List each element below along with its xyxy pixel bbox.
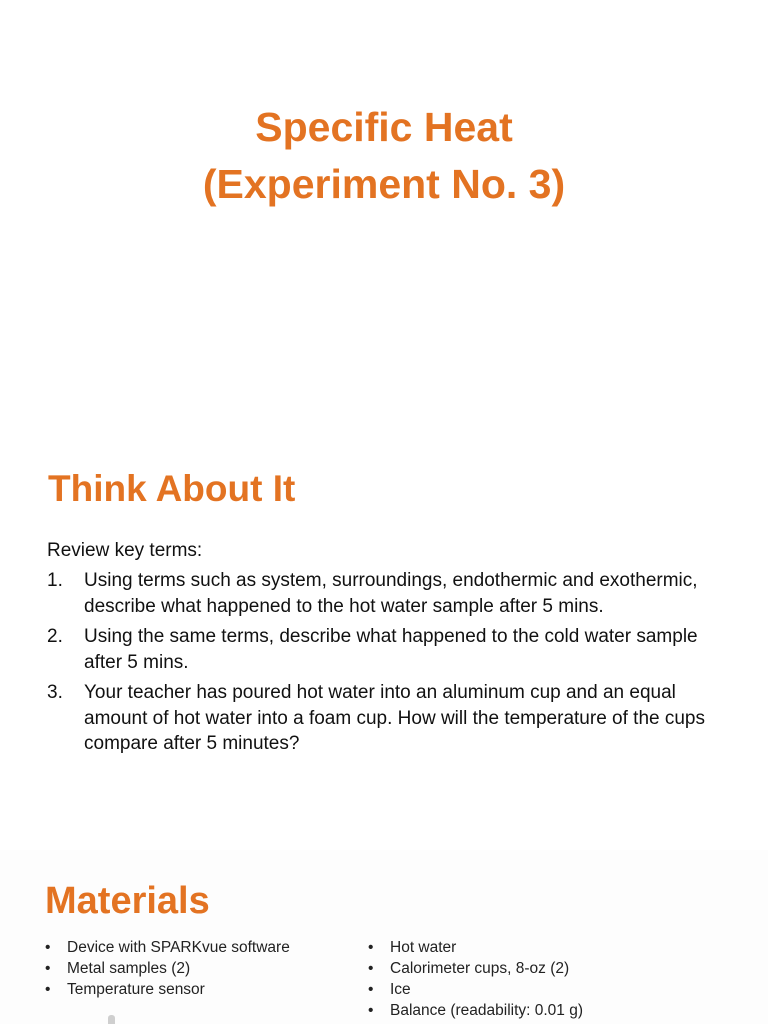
think-heading: Think About It bbox=[48, 468, 296, 509]
material-label: Ice bbox=[390, 981, 411, 998]
bullet-icon: • bbox=[45, 981, 51, 998]
slide-subtitle: (Experiment No. 3) bbox=[202, 161, 566, 207]
material-label: Balance (readability: 0.01 g) bbox=[390, 1002, 584, 1019]
materials-list-right bbox=[368, 937, 583, 1021]
material-item bbox=[368, 937, 583, 958]
material-label: Device with SPARKvue software bbox=[67, 939, 290, 956]
sensor-image-fragment bbox=[108, 1015, 115, 1024]
question-text: Your teacher has poured hot water into an aluminum cup and an equal amount of hot water into a foam cup. How will the temperature of the cups compare after 5 minutes? bbox=[84, 682, 705, 754]
title-slide bbox=[0, 0, 768, 430]
review-label: Review key terms: bbox=[47, 540, 203, 561]
question-number: 1. bbox=[47, 570, 63, 591]
materials-list-left bbox=[45, 937, 290, 1000]
question-item bbox=[47, 568, 727, 619]
material-item bbox=[45, 937, 290, 958]
bullet-icon: • bbox=[45, 960, 51, 977]
materials-slide bbox=[0, 850, 768, 1024]
bullet-icon: • bbox=[368, 981, 374, 998]
question-list bbox=[47, 568, 727, 762]
slide-title: Specific Heat bbox=[255, 104, 513, 150]
material-item bbox=[45, 979, 290, 1000]
question-number: 3. bbox=[47, 682, 63, 703]
question-number: 2. bbox=[47, 626, 63, 647]
think-about-it-slide bbox=[0, 430, 768, 850]
question-item bbox=[47, 680, 727, 757]
question-text: Using terms such as system, surroundings, endothermic and exothermic, describe what happened to the hot water sample after 5 mins. bbox=[84, 570, 698, 617]
bullet-icon: • bbox=[45, 939, 51, 956]
question-text: Using the same terms, describe what happened to the cold water sample after 5 mins. bbox=[84, 626, 698, 673]
bullet-icon: • bbox=[368, 960, 374, 977]
bullet-icon: • bbox=[368, 1002, 374, 1019]
material-item bbox=[368, 979, 583, 1000]
question-item bbox=[47, 624, 727, 675]
material-item bbox=[368, 1000, 583, 1021]
materials-heading: Materials bbox=[45, 880, 210, 922]
material-item bbox=[368, 958, 583, 979]
material-label: Hot water bbox=[390, 939, 457, 956]
material-label: Metal samples (2) bbox=[67, 960, 191, 977]
bullet-icon: • bbox=[368, 939, 374, 956]
material-item bbox=[45, 958, 290, 979]
material-label: Temperature sensor bbox=[67, 981, 205, 998]
material-label: Calorimeter cups, 8-oz (2) bbox=[390, 960, 570, 977]
